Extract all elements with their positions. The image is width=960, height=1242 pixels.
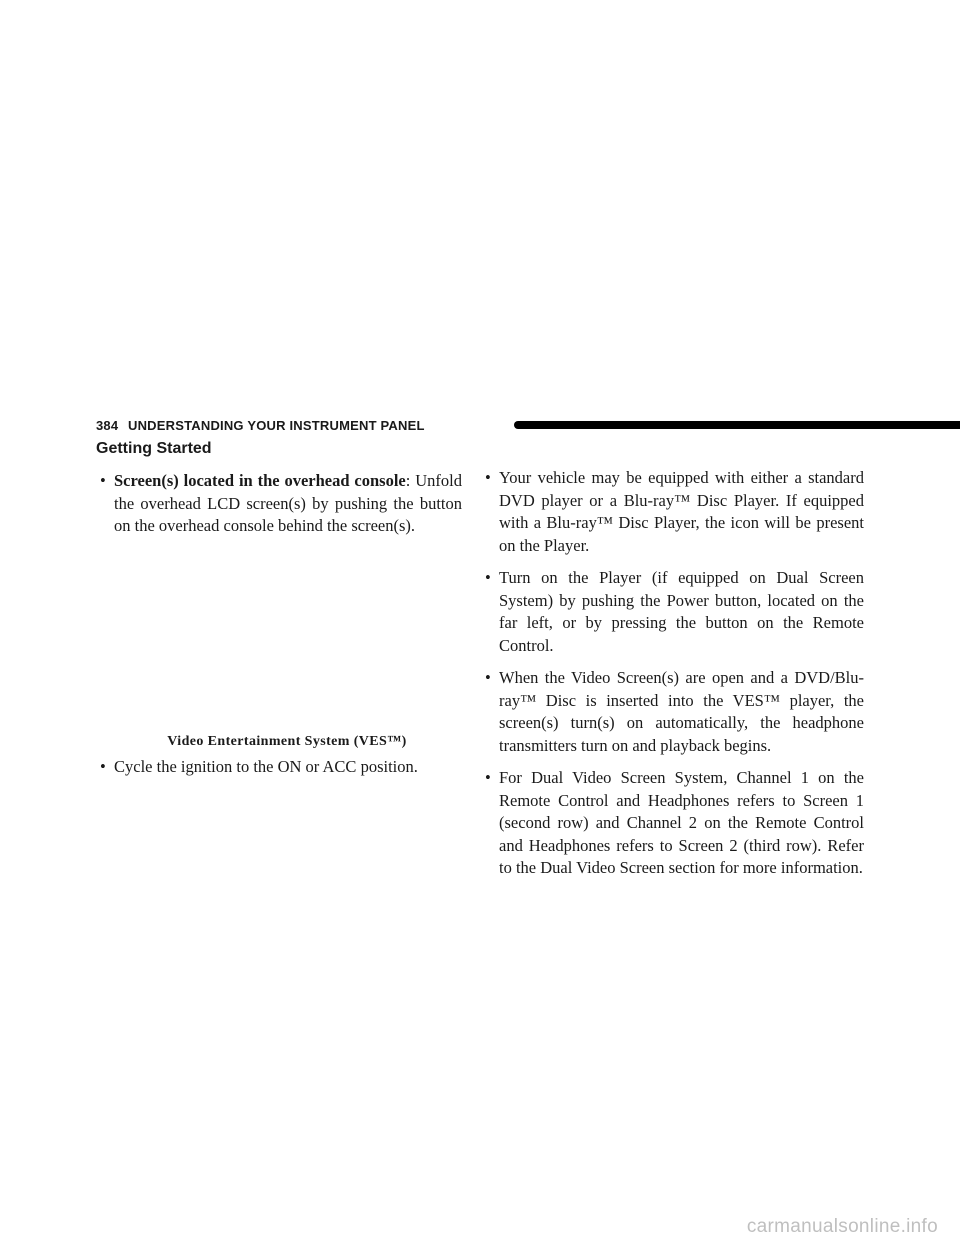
page-header <box>96 418 864 438</box>
list-item <box>96 470 462 538</box>
figure-caption: Video Entertainment System (VES™) <box>167 733 407 749</box>
left-column <box>96 440 462 778</box>
page-number: 384 <box>96 418 119 433</box>
item-text: Your vehicle may be equipped with either a standard DVD player or a Blu-ray™ Disc Player. If equipped with a Blu-ray™ Disc Player, the icon will be present on the Player. <box>499 468 864 555</box>
section-title: UNDERSTANDING YOUR INSTRUMENT PANEL <box>128 418 425 433</box>
watermark: carmanualsonline.info <box>746 1216 938 1237</box>
list-item <box>481 567 864 657</box>
bullet-icon: • <box>100 756 106 776</box>
list-item <box>481 667 864 757</box>
list-item <box>481 467 864 557</box>
bullet-icon: • <box>485 668 491 687</box>
item-text: For Dual Video Screen System, Channel 1 on the Remote Control and Headphones refers to Screen 1 (second row) and Channel 2 on the Remote Control and Headphones refers to Screen 2 (third row). Refer to the Dual Video Screen section for more information. <box>499 768 864 877</box>
item-text: : Unfold the overhead LCD screen(s) by pushing the button on the overhead console behind the screen(s). <box>114 471 462 535</box>
item-text: Cycle the ignition to the ON or ACC position. <box>114 756 418 776</box>
bullet-icon: • <box>485 468 491 487</box>
section-heading: Getting Started <box>96 440 212 457</box>
right-column <box>481 467 864 880</box>
item-text: Turn on the Player (if equipped on Dual Screen System) by pushing the Power button, located on the far left, or by pressing the button on the Remote Control. <box>499 568 864 655</box>
figure-area <box>96 538 462 734</box>
list-item <box>96 756 462 779</box>
bullet-icon: • <box>100 471 106 490</box>
item-bold-lead: Screen(s) located in the overhead console <box>114 471 406 490</box>
bullet-icon: • <box>485 568 491 587</box>
header-rule <box>514 421 960 429</box>
list-item <box>481 767 864 880</box>
bullet-icon: • <box>485 768 491 787</box>
item-text: When the Video Screen(s) are open and a DVD/Blu-ray™ Disc is inserted into the VES™ player, the screen(s) turn(s) on automatically, the headphone transmitters turn on and playback begins. <box>499 668 864 755</box>
